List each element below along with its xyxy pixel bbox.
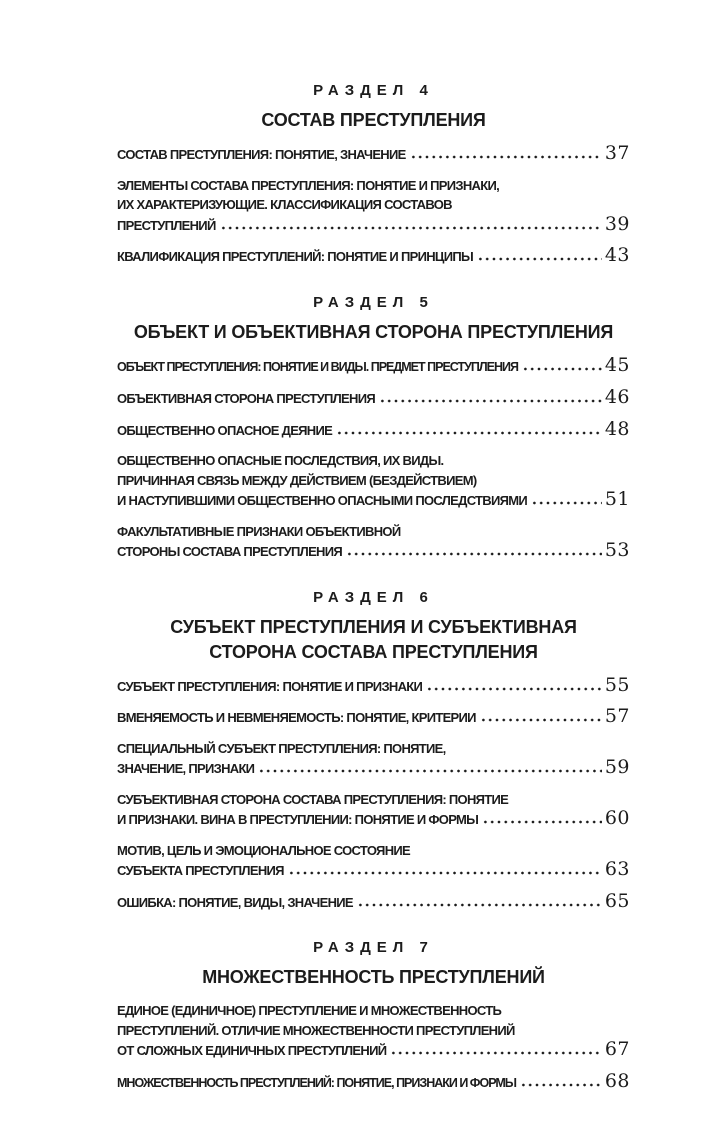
section-title-line: МНОЖЕСТВЕННОСТЬ ПРЕСТУПЛЕНИЙ [202,967,545,987]
toc-entry-lastline [117,1040,630,1061]
toc-entry [117,388,630,409]
page-number: 60 [604,807,630,829]
dot-leader [477,257,602,261]
page-number: 68 [604,1069,630,1092]
toc-entry-line: ПРЕСТУПЛЕНИЙ. ОТЛИЧИЕ МНОЖЕСТВЕННОСТИ ПРЕСТУПЛЕНИЙ [117,1022,515,1038]
page-number: 37 [604,142,630,164]
toc-entry-text: СТОРОНЫ СОСТАВА ПРЕСТУПЛЕНИЯ [117,544,343,559]
toc-section [117,82,630,267]
page-number: 63 [604,858,630,880]
page-number: 59 [604,756,630,778]
toc-entry-line: МОТИВ, ЦЕЛЬ И ЭМОЦИОНАЛЬНОЕ СОСТОЯНИЕ [117,842,411,858]
page-number: 67 [604,1038,630,1060]
dot-leader [379,399,602,403]
toc-entry-lastline [117,541,630,562]
toc-entry [117,889,630,913]
toc-entry-text: МНОЖЕСТВЕННОСТЬ ПРЕСТУПЛЕНИЙ: ПОНЯТИЕ, ПРИЗНАКИ И ФОРМЫ [117,1075,517,1090]
dot-leader [531,501,602,505]
toc-entry [117,707,630,728]
page-number: 48 [604,417,630,440]
section-title [117,615,630,665]
dot-leader [357,903,602,907]
toc-entry-line: ОБЩЕСТВЕННО ОПАСНЫЕ ПОСЛЕДСТВИЯ, ИХ ВИДЫ. [117,453,444,468]
dot-leader [480,718,602,722]
toc-entry-text: ПРЕСТУПЛЕНИЙ [117,217,216,233]
page-number: 39 [604,212,630,235]
section-title [117,320,630,345]
dot-leader [390,1051,601,1055]
toc-entry-line: ИХ ХАРАКТЕРИЗУЮЩИЕ. КЛАССИФИКАЦИЯ СОСТАВОВ [117,197,452,212]
toc-entry-text: ОШИБКА: ПОНЯТИЕ, ВИДЫ, ЗНАЧЕНИЕ [117,894,353,910]
toc-entry [117,673,630,697]
toc-entry [117,144,630,165]
section-kicker: РАЗДЕЛ 4 [313,82,434,99]
dot-leader [410,155,602,159]
toc-entry [117,246,630,267]
toc-section [117,939,630,1093]
toc-entry-lastline [117,860,630,881]
toc-entry [117,1001,630,1061]
dot-leader [336,431,602,435]
page-number: 46 [604,386,630,408]
toc-entry [117,841,630,881]
dot-leader [346,552,602,556]
toc-entry [117,1069,630,1094]
toc-entry-text: И НАСТУПИВШИМИ ОБЩЕСТВЕННО ОПАСНЫМИ ПОСЛЕДСТВИЯМИ [117,493,528,508]
page-number: 45 [604,353,630,376]
toc-section [117,589,630,913]
dot-leader [482,820,602,824]
section-title-line: СУБЪЕКТ ПРЕСТУПЛЕНИЯ И СУБЪЕКТИВНАЯ [170,616,577,637]
toc-entry-lastline [117,889,630,913]
page-number: 65 [604,889,630,912]
toc-entry-line: ПРИЧИННАЯ СВЯЗЬ МЕЖДУ ДЕЙСТВИЕМ (БЕЗДЕЙСТВИЕМ) [117,472,477,488]
dot-leader [220,226,602,230]
toc-entry-text: ЗНАЧЕНИЕ, ПРИЗНАКИ [117,761,255,776]
toc-entry [117,451,630,511]
dot-leader [258,769,601,773]
toc-entry-line: ЭЛЕМЕНТЫ СОСТАВА ПРЕСТУПЛЕНИЯ: ПОНЯТИЕ И ПРИЗНАКИ, [117,177,500,193]
toc-entry-lastline [117,673,630,697]
section-kicker: РАЗДЕЛ 7 [313,939,434,956]
toc-entry-line: СУБЪЕКТИВНАЯ СТОРОНА СОСТАВА ПРЕСТУПЛЕНИЯ: ПОНЯТИЕ [117,791,509,807]
section-title-line: СТОРОНА СОСТАВА ПРЕСТУПЛЕНИЯ [209,641,538,662]
dot-leader [520,1083,602,1087]
table-of-contents [117,82,630,1093]
page-number: 55 [604,673,630,696]
page-number: 57 [604,705,630,727]
toc-entry-text: КВАЛИФИКАЦИЯ ПРЕСТУПЛЕНИЙ: ПОНЯТИЕ И ПРИНЦИПЫ [117,249,474,264]
page-number: 43 [604,244,630,266]
dot-leader [288,871,602,875]
toc-entry-lastline [117,707,630,728]
toc-entry-lastline [117,758,630,779]
section-title [117,965,630,990]
toc-entry-lastline [117,212,630,236]
toc-entry-text: СОСТАВ ПРЕСТУПЛЕНИЯ: ПОНЯТИЕ, ЗНАЧЕНИЕ [117,147,406,162]
dot-leader [426,687,602,691]
toc-entry-text: СУБЪЕКТА ПРЕСТУПЛЕНИЯ [117,863,284,878]
toc-entry-text: ОБЪЕКТИВНАЯ СТОРОНА ПРЕСТУПЛЕНИЯ [117,391,375,406]
toc-entry-text: ОБЩЕСТВЕННО ОПАСНОЕ ДЕЯНИЕ [117,422,333,438]
section-title-line: СОСТАВ ПРЕСТУПЛЕНИЯ [261,110,486,130]
toc-entry-lastline [117,417,630,441]
toc-entry-text: ОТ СЛОЖНЫХ ЕДИНИЧНЫХ ПРЕСТУПЛЕНИЙ [117,1043,387,1058]
section-kicker: РАЗДЕЛ 6 [313,588,434,606]
toc-entry [117,790,630,830]
toc-entry-lastline [117,246,630,267]
toc-entry-text: ОБЪЕКТ ПРЕСТУПЛЕНИЯ: ПОНЯТИЕ И ВИДЫ. ПРЕДМЕТ ПРЕСТУПЛЕНИЯ [117,359,519,374]
page-number: 53 [604,539,630,561]
toc-entry-lastline [117,490,630,511]
toc-entry [117,522,630,562]
section-title-line: ОБЪЕКТ И ОБЪЕКТИВНАЯ СТОРОНА ПРЕСТУПЛЕНИЯ [133,321,614,342]
toc-entry-text: СУБЪЕКТ ПРЕСТУПЛЕНИЯ: ПОНЯТИЕ И ПРИЗНАКИ [117,678,423,694]
toc-entry-lastline [117,144,630,165]
toc-entry-line: СПЕЦИАЛЬНЫЙ СУБЪЕКТ ПРЕСТУПЛЕНИЯ: ПОНЯТИЕ, [117,740,446,756]
section-kicker: РАЗДЕЛ 5 [313,293,434,311]
dot-leader [522,367,602,371]
toc-entry-line: ФАКУЛЬТАТИВНЫЕ ПРИЗНАКИ ОБЪЕКТИВНОЙ [117,523,401,539]
toc-entry-text: И ПРИЗНАКИ. ВИНА В ПРЕСТУПЛЕНИИ: ПОНЯТИЕ И ФОРМЫ [117,812,479,827]
toc-entry-lastline [117,809,630,830]
toc-entry-lastline [117,1069,630,1094]
toc-entry-text: ВМЕНЯЕМОСТЬ И НЕВМЕНЯЕМОСТЬ: ПОНЯТИЕ, КРИТЕРИИ [117,710,476,725]
toc-entry [117,417,630,441]
page-number: 51 [604,488,630,510]
toc-entry [117,739,630,779]
toc-entry [117,353,630,378]
section-title [117,108,630,133]
toc-section [117,294,630,562]
toc-entry-lastline [117,353,630,378]
toc-entry [117,176,630,236]
toc-entry-lastline [117,388,630,409]
toc-entry-line: ЕДИНОЕ (ЕДИНИЧНОЕ) ПРЕСТУПЛЕНИЕ И МНОЖЕСТВЕННОСТЬ [117,1003,502,1018]
